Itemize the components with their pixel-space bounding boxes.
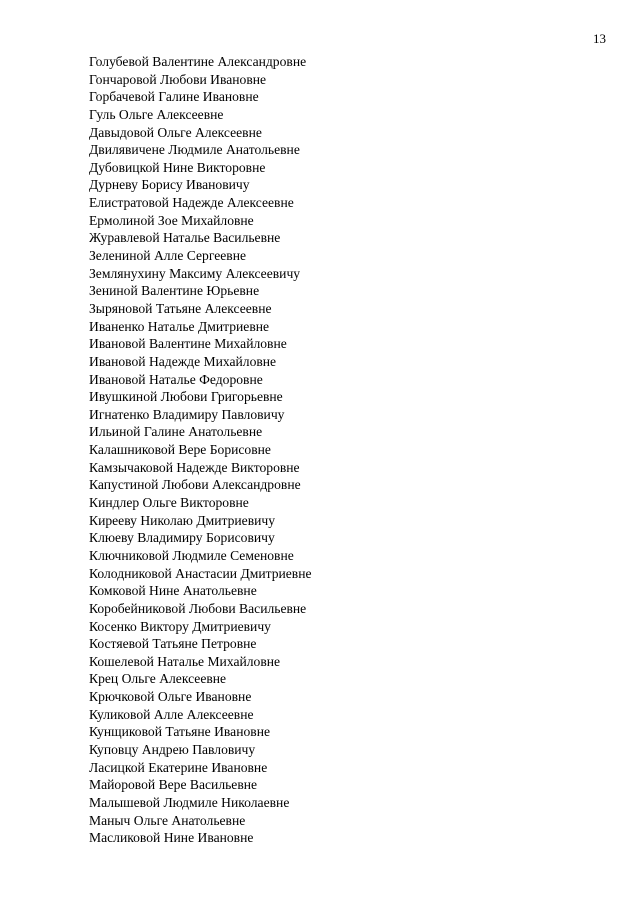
- name-list-item: Малышевой Людмиле Николаевне: [89, 794, 290, 810]
- name-list-item: Куликовой Алле Алексеевне: [89, 706, 254, 722]
- name-list-item: Землянухину Максиму Алексеевичу: [89, 265, 301, 281]
- name-list-item: Куповцу Андрею Павловичу: [89, 741, 256, 757]
- name-list-item: Кунщиковой Татьяне Ивановне: [89, 724, 270, 740]
- name-list-item: Колодниковой Анастасии Дмитриевне: [89, 565, 312, 581]
- name-list-item: Майоровой Вере Васильевне: [89, 777, 258, 793]
- name-list-item: Коробейниковой Любови Васильевне: [89, 600, 307, 616]
- name-list-item: Зениной Валентине Юрьевне: [89, 283, 260, 299]
- name-list-item: Клюеву Владимиру Борисовичу: [89, 530, 275, 546]
- name-list-item: Масликовой Нине Ивановне: [89, 830, 254, 846]
- name-list-item: Журавлевой Наталье Васильевне: [89, 230, 281, 246]
- name-list-item: Ильиной Галине Анатольевне: [89, 424, 263, 440]
- name-list-item: Кирееву Николаю Дмитриевичу: [89, 512, 276, 528]
- name-list-item: Комковой Нине Анатольевне: [89, 583, 257, 599]
- name-list-item: Ивановой Надежде Михайловне: [89, 353, 277, 369]
- name-list-item: Маныч Ольге Анатольевне: [89, 812, 246, 828]
- name-list-item: Ивановой Наталье Федоровне: [89, 371, 263, 387]
- name-list-item: Зыряновой Татьяне Алексеевне: [89, 300, 272, 316]
- name-list-item: Киндлер Ольге Викторовне: [89, 495, 249, 511]
- name-list-item: Ивушкиной Любови Григорьевне: [89, 389, 283, 405]
- name-list-item: Косенко Виктору Дмитриевичу: [89, 618, 271, 634]
- name-list-item: Костяевой Татьяне Петровне: [89, 636, 257, 652]
- name-list-item: Ласицкой Екатерине Ивановне: [89, 759, 268, 775]
- name-list-item: Гуль Ольге Алексеевне: [89, 106, 224, 122]
- name-list-item: Иваненко Наталье Дмитриевне: [89, 318, 270, 334]
- name-list-item: Двилявичене Людмиле Анатольевне: [89, 142, 300, 158]
- name-list-item: Игнатенко Владимиру Павловичу: [89, 406, 285, 422]
- name-list-item: Елистратовой Надежде Алексеевне: [89, 195, 294, 211]
- name-list-item: Ивановой Валентине Михайловне: [89, 336, 287, 352]
- name-list-item: Дубовицкой Нине Викторовне: [89, 159, 266, 175]
- name-list-item: Камзычаковой Надежде Викторовне: [89, 459, 300, 475]
- name-list-item: Зелениной Алле Сергеевне: [89, 248, 247, 264]
- page-number: 13: [593, 31, 606, 46]
- name-list-item: Капустиной Любови Александровне: [89, 477, 301, 493]
- name-list-item: Кошелевой Наталье Михайловне: [89, 653, 281, 669]
- name-list-item: Давыдовой Ольге Алексеевне: [89, 124, 262, 140]
- name-list-item: Дурневу Борису Ивановичу: [89, 177, 250, 193]
- name-list-item: Ермолиной Зое Михайловне: [89, 212, 254, 228]
- name-list-item: Горбачевой Галине Ивановне: [89, 89, 259, 105]
- name-list-item: Голубевой Валентине Александровне: [89, 54, 307, 69]
- name-list: [89, 53, 312, 847]
- name-list-item: Гончаровой Любови Ивановне: [89, 71, 267, 87]
- name-list-item: Калашниковой Вере Борисовне: [89, 442, 271, 458]
- name-list-item: Ключниковой Людмиле Семеновне: [89, 547, 294, 563]
- name-list-item: Крец Ольге Алексеевне: [89, 671, 227, 687]
- name-list-item: Крючковой Ольге Ивановне: [89, 689, 252, 705]
